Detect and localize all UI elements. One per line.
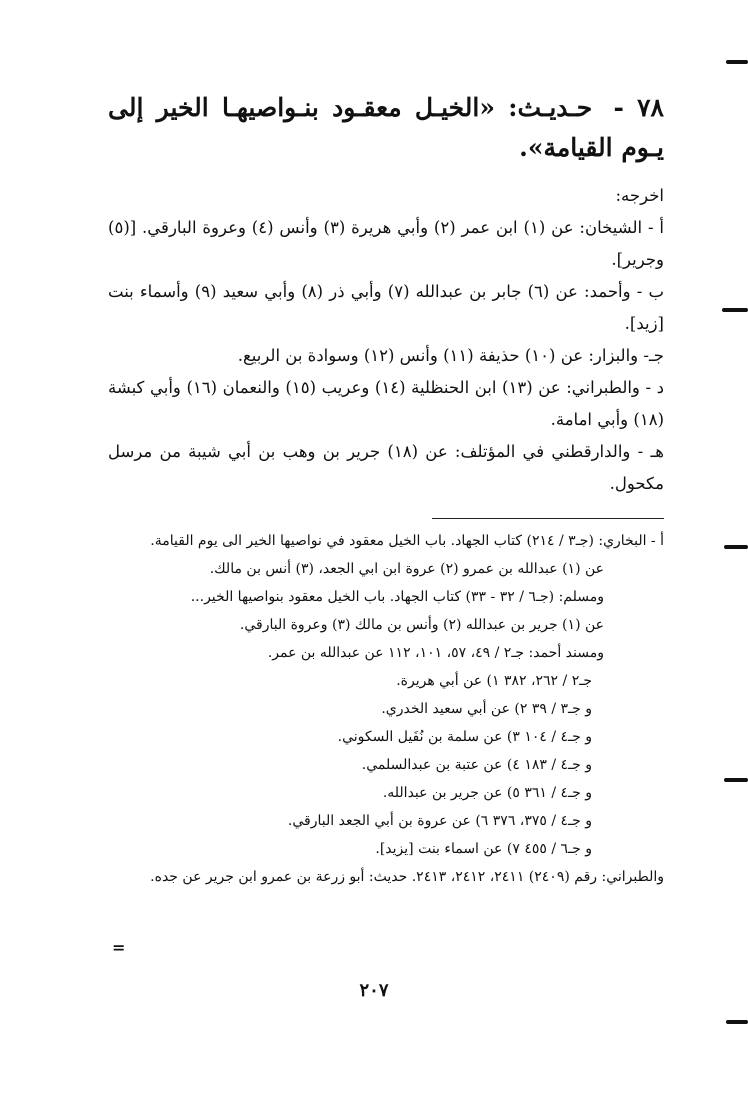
body-item-b: ب - وأحمد: عن (٦) جابر بن عبدالله (٧) وأبي ذر (٨) وأبي سعيد (٩) وأسماء بنت [زيد]. — [108, 282, 664, 333]
body-item-d: د - والطبراني: عن (١٣) ابن الحنظلية (١٤) وعريب (١٥) والنعمان (١٦) وأبي كبشة (١٨) وأبي امامة. — [108, 378, 664, 429]
footnote-line: ومسند أحمد: جـ٢ / ٤٩، ٥٧، ١٠١، ١١٢ عن عبدالله بن عمر. — [267, 645, 604, 661]
body-item-c: جـ- والبزار: عن (١٠) حذيفة (١١) وأنس (١٢) وسوادة بن الربيع. — [237, 346, 664, 365]
footnote-divider — [432, 518, 664, 519]
footnote-line: و جـ٤ / ٣٦١ ٥) عن جرير بن عبدالله. — [382, 785, 592, 801]
page-number: ٢٠٧ — [359, 980, 389, 1001]
body-item-a: أ - الشيخان: عن (١) ابن عمر (٢) وأبي هريرة (٣) وأنس (٤) وعروة البارقي. [(٥) وجرير]. — [108, 218, 664, 269]
footnote-line: و جـ٤ / ١٨٣ ٤) عن عتبة بن عبدالسلمي. — [361, 757, 592, 773]
footnote-line: ومسلم: (جـ٦ / ٣٢ - ٣٣) كتاب الجهاد. باب الخيل معقود بنواصيها الخير... — [190, 589, 604, 605]
footnote-line: و جـ٦ / ٤٥٥ ٧) عن اسماء بنت [يزيد]. — [375, 841, 592, 857]
footnote-line: و جـ٤ / ٣٧٥، ٣٧٦ ٦) عن عروة بن أبي الجعد البارقي. — [287, 813, 592, 829]
footnote-line: و جـ٣ / ٣٩ ٢) عن أبي سعيد الخدري. — [381, 701, 592, 717]
footnote-line: و جـ٤ / ١٠٤ ٣) عن سلمة بن نُفَيل السكوني. — [337, 729, 592, 745]
hadith-heading — [108, 88, 664, 168]
scan-edge-mark — [724, 545, 748, 549]
footnote-line: جـ٢ / ٢٦٢، ٣٨٢ ١) عن أبي هريرة. — [396, 673, 592, 689]
footnote-line: عن (١) جرير بن عبدالله (٢) وأنس بن مالك (٣) وعروة البارقي. — [239, 617, 604, 633]
scan-edge-mark — [726, 60, 748, 64]
scan-edge-mark — [724, 778, 748, 782]
footnote-line: أ - البخاري: (جـ٣ / ٢١٤) كتاب الجهاد. باب الخيل معقود في نواصيها الخير الى يوم القيامة. — [150, 533, 664, 549]
hadith-number: ٧٨ - — [613, 93, 664, 122]
hadith-title: حـديـث: «الخيـل معقـود بنـواصيهـا الخير إلى يـوم القيامة». — [108, 93, 664, 162]
continuation-mark: = — [112, 938, 126, 957]
scan-edge-mark — [722, 308, 748, 312]
scan-edge-mark — [726, 1020, 748, 1024]
body-intro: اخرجه: — [615, 186, 664, 205]
page-content — [108, 88, 664, 891]
footnote-line: عن (١) عبدالله بن عمرو (٢) عروة ابن ابي الجعد، (٣) أنس بن مالك. — [209, 561, 604, 577]
footnote-line: والطبراني: رقم (٢٤٠٩) ٢٤١١، ٢٤١٢، ٢٤١٣. حديث: أبو زرعة بن عمرو ابن جرير عن جده. — [150, 869, 664, 885]
body-item-e: هـ - والدارقطني في المؤتلف: عن (١٨) جرير بن وهب بن أبي شيبة من مرسل مكحول. — [108, 442, 664, 493]
